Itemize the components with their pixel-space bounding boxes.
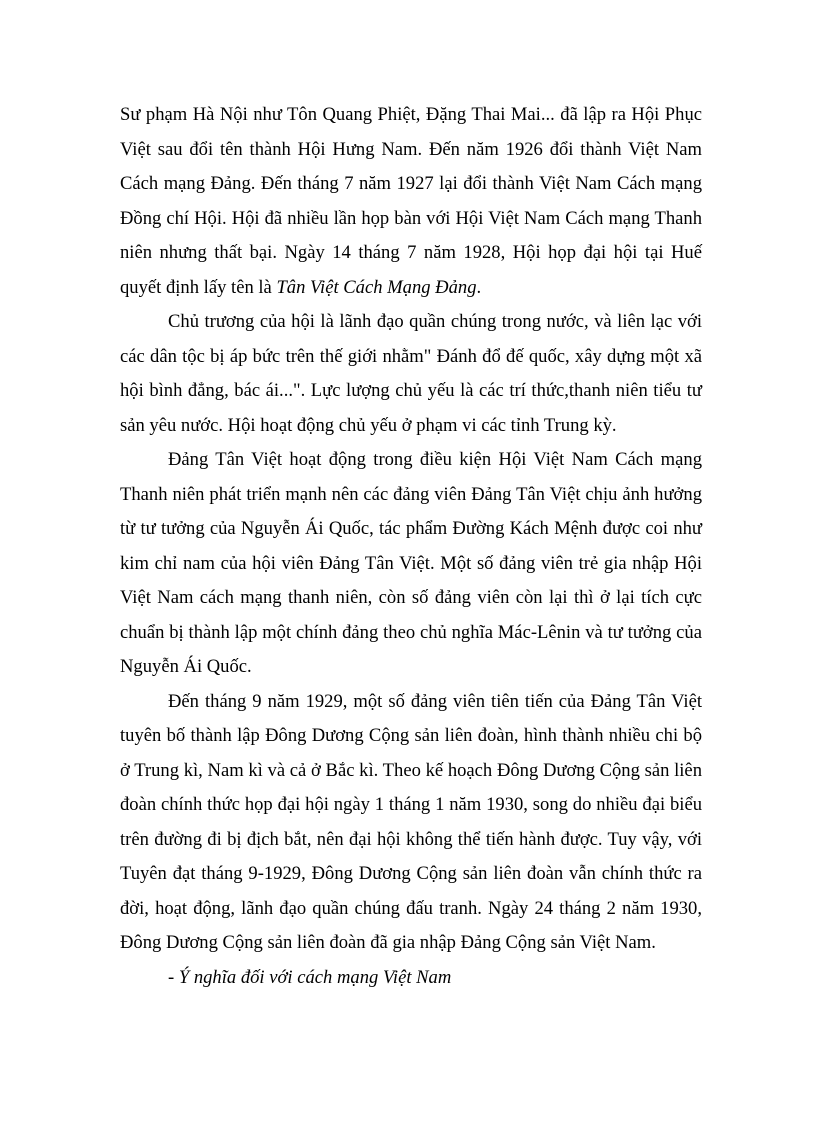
paragraph-hoi-phuc-viet <box>120 98 702 305</box>
paragraph-dang-tan-viet: Đảng Tân Việt hoạt động trong điều kiện Hội Việt Nam Cách mạng Thanh niên phát triển mạnh nên các đảng viên Đảng Tân Việt chịu ảnh hưởng từ tư tưởng của Nguyễn Ái Quốc, tác phẩm Đường Kách Mệnh được coi như kim chỉ nam của hội viên Đảng Tân Việt. Một số đảng viên trẻ gia nhập Hội Việt Nam cách mạng thanh niên, còn số đảng viên còn lại thì ở lại tích cực chuẩn bị thành lập một chính đảng theo chủ nghĩa Mác-Lênin và tư tưởng của Nguyễn Ái Quốc. <box>120 449 702 677</box>
paragraph-text: Sư phạm Hà Nội như Tôn Quang Phiệt, Đặng Thai Mai... đã lập ra Hội Phục Việt sau đổi tên thành Hội Hưng Nam. Đến năm 1926 đổi thành Việt Nam Cách mạng Đảng. Đến tháng 7 năm 1927 lại đổi thành Việt Nam Cách mạng Đồng chí Hội. Hội đã nhiều lần họp bàn với Hội Việt Nam Cách mạng Thanh niên nhưng thất bại. Ngày 14 tháng 7 năm 1928, Hội họp đại hội tại Huế quyết định lấy tên là <box>120 104 702 298</box>
paragraph-dong-duong-cong-san: Đến tháng 9 năm 1929, một số đảng viên tiên tiến của Đảng Tân Việt tuyên bố thành lập Đông Dương Cộng sản liên đoàn, hình thành nhiều chi bộ ở Trung kì, Nam kì và cả ở Bắc kì. Theo kế hoạch Đông Dương Cộng sản liên đoàn chính thức họp đại hội ngày 1 tháng 1 năm 1930, song do nhiều đại biểu trên đường đi bị địch bắt, nên đại hội không thể tiến hành được. Tuy vậy, với Tuyên đạt tháng 9-1929, Đông Dương Cộng sản liên đoàn vẫn chính thức ra đời, hoạt động, lãnh đạo quần chúng đấu tranh. Ngày 24 tháng 2 năm 1930, Đông Dương Cộng sản liên đoàn đã gia nhập Đảng Cộng sản Việt Nam. <box>120 690 702 953</box>
party-name-italic: Tân Việt Cách Mạng Đảng <box>276 276 477 298</box>
paragraph-text-end: . <box>476 276 482 298</box>
subheading-y-nghia: - Ý nghĩa đối với cách mạng Việt Nam <box>168 966 452 988</box>
paragraph-chu-truong: Chủ trương của hội là lãnh đạo quần chúng trong nước, và liên lạc với các dân tộc bị áp bức trên thế giới nhằm" Đánh đổ đế quốc, xây dựng một xã hội bình đẳng, bác ái...". Lực lượng chủ yếu là các trí thức,thanh niên tiểu tư sản yêu nước. Hội hoạt động chủ yếu ở phạm vi các tỉnh Trung kỳ. <box>120 311 702 436</box>
document-body <box>120 98 702 995</box>
